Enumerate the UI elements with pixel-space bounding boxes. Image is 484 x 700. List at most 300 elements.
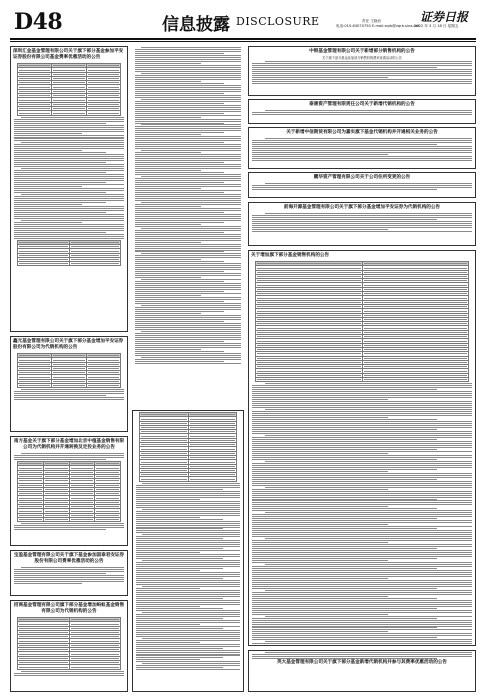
- text-line: [136, 576, 240, 577]
- text-line: [136, 493, 240, 494]
- table-cell: [18, 665, 70, 669]
- text-line: [21, 220, 124, 221]
- text-line: [21, 567, 124, 568]
- text-line: [135, 315, 241, 316]
- text-line: [252, 586, 472, 587]
- text-line: [142, 509, 240, 510]
- text-line: [14, 224, 124, 225]
- text-line: [14, 127, 124, 128]
- notice-body-lines: [249, 652, 475, 659]
- text-line: [14, 119, 124, 120]
- text-line: [135, 190, 241, 191]
- text-line: [141, 253, 241, 254]
- editor-line: 责任 王晓岩: [362, 19, 382, 23]
- table-cell: [86, 384, 120, 388]
- text-line: [252, 574, 472, 575]
- text-line: [136, 519, 223, 520]
- text-line: [135, 317, 241, 318]
- text-line: [252, 158, 472, 159]
- text-line: [136, 550, 240, 551]
- text-line: [135, 196, 241, 197]
- text-line: [135, 311, 224, 312]
- text-line: [136, 556, 240, 557]
- text-line: [252, 417, 388, 418]
- text-line: [252, 421, 472, 422]
- text-line: [14, 573, 106, 574]
- text-line: [252, 407, 472, 408]
- text-line: [136, 525, 240, 526]
- text-line: [136, 540, 240, 541]
- text-line: [252, 397, 472, 398]
- section-title-en: DISCLOSURE: [236, 15, 320, 28]
- text-line: [252, 465, 472, 466]
- text-line: [14, 571, 124, 572]
- text-line: [141, 99, 241, 100]
- text-line: [136, 497, 240, 498]
- text-line: [252, 393, 472, 394]
- text-line: [136, 558, 223, 559]
- masthead: [0, 0, 484, 40]
- text-line: [252, 399, 388, 400]
- text-line: [14, 164, 124, 165]
- text-line: [135, 89, 241, 90]
- text-line: [136, 491, 240, 492]
- text-line: [252, 506, 388, 507]
- text-line: [141, 202, 241, 203]
- text-line: [252, 433, 472, 434]
- text-line: [252, 189, 437, 190]
- text-line: [142, 586, 240, 587]
- text-line: [136, 572, 240, 573]
- text-line: [141, 47, 241, 48]
- text-line: [135, 321, 224, 322]
- text-line: [14, 226, 124, 227]
- text-line: [14, 236, 124, 237]
- text-line: [135, 250, 241, 251]
- text-line: [14, 180, 124, 181]
- text-line: [14, 577, 124, 578]
- text-line: [136, 596, 240, 597]
- text-line: [252, 633, 472, 634]
- text-line: [14, 152, 106, 153]
- text-line: [135, 160, 241, 161]
- text-line: [136, 592, 240, 593]
- fund-table: [17, 353, 121, 388]
- text-line: [135, 130, 241, 131]
- text-line: [142, 534, 240, 535]
- text-line: [252, 570, 472, 571]
- text-line: [136, 527, 240, 528]
- text-line: [135, 206, 201, 207]
- text-line: [135, 242, 201, 243]
- text-line: [136, 632, 240, 633]
- notice-title: 中银基金管理有限公司关于新增部分销售机构的公告: [309, 49, 415, 54]
- text-line: [252, 658, 437, 659]
- text-line: [135, 291, 224, 292]
- text-line: [135, 275, 241, 276]
- text-line: [14, 212, 106, 213]
- text-line: [135, 283, 241, 284]
- text-line: [265, 183, 472, 184]
- text-line: [136, 548, 223, 549]
- text-line: [135, 351, 224, 352]
- text-line: [135, 222, 224, 223]
- text-line: [136, 604, 240, 605]
- text-line: [252, 622, 472, 623]
- text-line: [21, 194, 124, 195]
- text-line: [14, 176, 124, 177]
- text-line: [14, 123, 106, 124]
- text-line: [252, 459, 437, 460]
- text-line: [135, 134, 201, 135]
- text-line: [252, 413, 472, 414]
- text-line: [136, 538, 223, 539]
- text-line: [135, 361, 224, 362]
- text-line: [135, 111, 241, 112]
- notice-body-lines: [11, 353, 127, 400]
- text-line: [14, 222, 82, 223]
- text-line: [136, 574, 240, 575]
- text-line: [135, 142, 224, 143]
- text-line: [252, 445, 472, 446]
- text-line: [21, 523, 124, 524]
- text-line: [135, 261, 224, 262]
- text-line: [252, 401, 472, 402]
- text-line: [265, 461, 472, 462]
- text-line: [252, 598, 437, 599]
- text-line: [252, 631, 388, 632]
- text-line: [135, 240, 241, 241]
- text-line: [136, 636, 240, 637]
- notice-right-4: [248, 172, 476, 198]
- text-line: [135, 156, 241, 157]
- text-line: [14, 391, 124, 392]
- text-line: [252, 225, 472, 226]
- text-line: [252, 447, 472, 448]
- text-line: [135, 140, 241, 141]
- text-line: [14, 232, 106, 233]
- text-line: [141, 331, 241, 332]
- text-line: [136, 582, 240, 583]
- text-line: [135, 232, 224, 233]
- text-line: [135, 53, 224, 54]
- text-line: [252, 69, 472, 70]
- notice-title: 招商基金管理有限公司旗下部分基金增加蚂蚁基金销售有限公司为代销机构的公告: [13, 603, 125, 614]
- text-line: [14, 121, 124, 122]
- text-line: [135, 355, 241, 356]
- text-line: [252, 152, 472, 153]
- text-line: [135, 341, 224, 342]
- text-line: [135, 204, 241, 205]
- text-line: [136, 552, 200, 553]
- text-line: [252, 558, 437, 559]
- table-row: [140, 477, 237, 481]
- text-line: [135, 182, 224, 183]
- text-line: [135, 170, 201, 171]
- text-line: [21, 389, 124, 390]
- text-line: [14, 457, 124, 458]
- notice-body-lines: [249, 213, 475, 232]
- section-title: 信息披露: [162, 15, 230, 35]
- text-line: [252, 566, 472, 567]
- table-cell: [140, 477, 189, 481]
- text-line: [252, 584, 472, 585]
- text-line: [135, 63, 201, 64]
- text-line: [135, 180, 241, 181]
- text-line: [136, 646, 240, 647]
- text-line: [135, 61, 241, 62]
- text-line: [136, 606, 200, 607]
- text-line: [14, 186, 82, 187]
- text-line: [136, 505, 240, 506]
- text-line: [252, 217, 472, 218]
- notice-title: 南方基金关于旗下部分基金增加北京中植基金销售有限公司为代销机构并开通转换及定投业务的公告: [13, 439, 125, 450]
- text-line: [265, 487, 472, 488]
- text-line: [252, 423, 472, 424]
- text-line: [252, 142, 472, 143]
- text-line: [136, 568, 223, 569]
- text-line: [252, 620, 472, 621]
- text-line: [136, 485, 240, 486]
- text-line: [135, 359, 241, 360]
- text-line: [136, 602, 240, 603]
- text-line: [252, 229, 388, 230]
- text-line: [136, 610, 240, 611]
- text-line: [252, 415, 472, 416]
- text-line: [252, 604, 472, 605]
- text-line: [136, 657, 223, 658]
- text-line: [252, 77, 388, 78]
- text-line: [135, 267, 241, 268]
- text-line: [252, 594, 472, 595]
- text-line: [252, 473, 472, 474]
- text-line: [135, 309, 241, 310]
- notice-title: 宝盈基金管理有限公司关于旗下基金参加国泰君安证券股份有限公司费率优惠活动的公告: [13, 553, 125, 564]
- text-line: [252, 140, 472, 141]
- text-line: [14, 529, 106, 530]
- text-line: [252, 431, 472, 432]
- notice-right-1: [248, 46, 476, 96]
- text-line: [136, 608, 223, 609]
- text-line: [135, 259, 201, 260]
- text-line: [135, 184, 241, 185]
- text-line: [135, 83, 224, 84]
- text-line: [135, 57, 241, 58]
- text-line: [265, 641, 472, 642]
- text-line: [136, 630, 240, 631]
- text-line: [135, 107, 241, 108]
- text-line: [142, 638, 240, 639]
- text-line: [252, 612, 472, 613]
- text-line: [135, 212, 224, 213]
- text-line: [136, 642, 200, 643]
- text-line: [136, 489, 223, 490]
- text-line: [136, 578, 223, 579]
- text-line: [135, 67, 241, 68]
- text-line: [14, 198, 124, 199]
- text-line: [252, 467, 472, 468]
- text-line: [136, 594, 240, 595]
- text-line: [21, 671, 124, 672]
- text-line: [135, 323, 241, 324]
- text-line: [136, 624, 200, 625]
- text-line: [265, 383, 472, 384]
- table-row: [18, 517, 121, 521]
- text-line: [252, 562, 472, 563]
- text-line: [252, 185, 472, 186]
- text-line: [141, 73, 241, 74]
- text-line: [135, 178, 241, 179]
- page-number: D48: [14, 9, 63, 35]
- text-line: [135, 186, 241, 187]
- text-line: [136, 564, 240, 565]
- notice-body-lines: [11, 567, 127, 584]
- text-line: [135, 158, 241, 159]
- text-line: [135, 295, 201, 296]
- text-line: [252, 215, 472, 216]
- text-line: [21, 117, 124, 118]
- text-line: [252, 489, 388, 490]
- fund-table: [17, 240, 121, 267]
- text-line: [135, 200, 241, 201]
- text-line: [136, 655, 240, 656]
- text-line: [136, 626, 240, 627]
- text-line: [135, 59, 241, 60]
- text-line: [136, 584, 240, 585]
- text-line: [14, 131, 124, 132]
- notice-body-lines: [249, 61, 475, 84]
- notice-title: 鑫元基金管理有限公司关于旗下部分基金增加平安证券股份有限公司为代销机构的公告: [13, 339, 124, 350]
- text-line: [252, 528, 437, 529]
- text-line: [135, 345, 241, 346]
- text-line: [265, 61, 472, 62]
- text-line: [252, 67, 437, 68]
- text-line: [21, 168, 124, 169]
- text-line: [14, 148, 124, 149]
- text-line: [135, 164, 241, 165]
- text-line: [135, 287, 241, 288]
- text-line: [135, 230, 241, 231]
- text-line: [14, 137, 124, 138]
- text-line: [135, 91, 241, 92]
- text-line: [265, 590, 472, 591]
- notice-body-lines: [132, 47, 244, 363]
- text-line: [14, 399, 124, 400]
- text-line: [142, 663, 240, 664]
- text-line: [252, 520, 472, 521]
- text-line: [252, 387, 472, 388]
- text-line: [252, 419, 437, 420]
- text-line: [252, 479, 437, 480]
- text-line: [136, 648, 223, 649]
- text-line: [135, 77, 241, 78]
- text-line: [252, 223, 472, 224]
- text-line: [136, 659, 200, 660]
- text-line: [252, 526, 472, 527]
- text-line: [136, 650, 240, 651]
- text-line: [252, 477, 472, 478]
- text-line: [135, 234, 241, 235]
- text-line: [21, 142, 124, 143]
- text-line: [136, 644, 240, 645]
- text-line: [136, 536, 240, 537]
- text-line: [135, 87, 241, 88]
- table-cell: [43, 517, 69, 521]
- text-line: [252, 453, 388, 454]
- text-line: [135, 144, 241, 145]
- text-line: [252, 495, 472, 496]
- table-cell: [52, 111, 86, 115]
- text-line: [135, 333, 241, 334]
- text-line: [135, 218, 241, 219]
- text-line: [135, 103, 224, 104]
- table-cell: [188, 477, 237, 481]
- notice-body-lines: [249, 110, 475, 115]
- text-line: [136, 665, 240, 666]
- publication-logo: 证券日报: [420, 10, 469, 24]
- text-line: [135, 353, 241, 354]
- notice-right-5: [248, 202, 476, 246]
- table-cell: [18, 517, 44, 521]
- text-line: [252, 516, 472, 517]
- text-line: [252, 499, 437, 500]
- text-line: [136, 511, 240, 512]
- text-line: [252, 536, 472, 537]
- notice-left-top: [10, 46, 128, 332]
- text-line: [252, 483, 472, 484]
- text-line: [252, 146, 472, 147]
- text-line: [252, 144, 437, 145]
- table-row: [18, 262, 121, 266]
- text-line: [14, 140, 124, 141]
- text-line: [14, 133, 82, 134]
- notice-subtitle: 关于旗下部分基金参加部分销售机构费率优惠活动的公告: [322, 56, 402, 60]
- text-line: [252, 643, 472, 644]
- text-line: [141, 150, 241, 151]
- text-line: [136, 507, 240, 508]
- text-line: [252, 156, 472, 157]
- text-line: [265, 435, 472, 436]
- text-line: [135, 251, 224, 252]
- text-line: [265, 616, 472, 617]
- text-line: [136, 530, 240, 531]
- text-line: [252, 395, 472, 396]
- text-line: [136, 517, 200, 518]
- notice-body-lines: [11, 617, 127, 676]
- text-line: [136, 495, 240, 496]
- text-line: [252, 637, 437, 638]
- text-line: [135, 192, 224, 193]
- text-line: [252, 389, 437, 390]
- text-line: [135, 148, 241, 149]
- text-line: [252, 608, 437, 609]
- text-line: [135, 271, 224, 272]
- text-line: [14, 238, 124, 239]
- text-line: [252, 654, 472, 655]
- text-line: [14, 160, 124, 161]
- text-line: [252, 592, 472, 593]
- text-line: [252, 71, 472, 72]
- text-line: [135, 115, 241, 116]
- text-line: [14, 196, 124, 197]
- fund-table: [17, 461, 121, 522]
- text-line: [135, 269, 241, 270]
- text-line: [252, 532, 472, 533]
- text-line: [14, 675, 124, 676]
- text-line: [135, 123, 224, 124]
- text-line: [252, 522, 472, 523]
- text-line: [135, 166, 241, 167]
